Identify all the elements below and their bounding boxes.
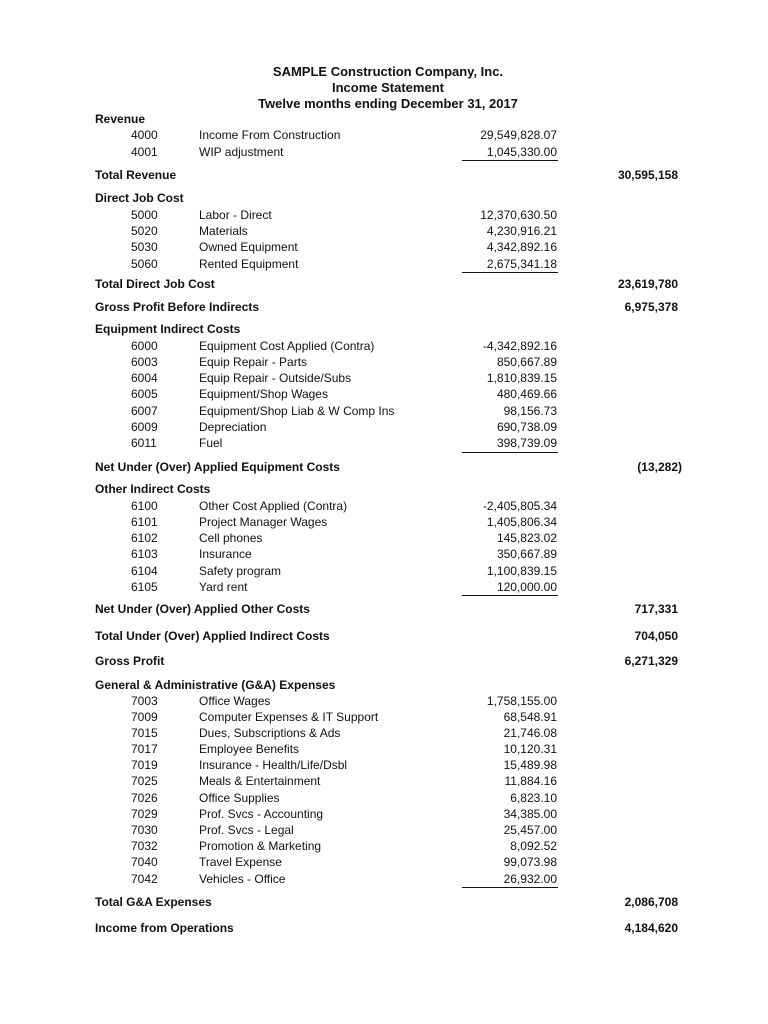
income-from-operations-value: 4,184,620 <box>624 921 678 935</box>
section-title-equipment-indirect: Equipment Indirect Costs <box>95 322 241 336</box>
account-code: 7026 <box>131 791 158 805</box>
account-amount: 8,092.52 <box>510 839 557 853</box>
account-code: 6000 <box>131 339 158 353</box>
gross-profit-before-indirects-value: 6,975,378 <box>624 300 678 314</box>
account-amount: 12,370,630.50 <box>480 208 557 222</box>
account-label: Prof. Svcs - Accounting <box>199 807 324 821</box>
account-amount: 68,548.91 <box>503 710 557 724</box>
account-label: Yard rent <box>199 580 248 594</box>
total-revenue-value: 30,595,158 <box>617 168 678 182</box>
account-label: Income From Construction <box>199 128 341 142</box>
statement-title: Income Statement <box>332 80 444 95</box>
gross-profit-before-indirects-label: Gross Profit Before Indirects <box>95 300 260 314</box>
account-code: 7019 <box>131 758 158 772</box>
account-label: Labor - Direct <box>199 208 272 222</box>
subtotal-rule <box>462 272 558 273</box>
account-amount: 99,073.98 <box>503 855 557 869</box>
net-applied-other-label: Net Under (Over) Applied Other Costs <box>95 602 310 616</box>
account-amount: 350,667.89 <box>496 547 557 561</box>
account-amount: 1,810,839.15 <box>486 371 557 385</box>
account-amount: 26,932.00 <box>503 872 557 886</box>
account-amount: 21,746.08 <box>503 726 557 740</box>
account-label: Owned Equipment <box>199 240 298 254</box>
account-amount: 120,000.00 <box>496 580 557 594</box>
account-label: Other Cost Applied (Contra) <box>199 499 348 513</box>
account-label: Insurance <box>199 547 252 561</box>
net-applied-other-value: 717,331 <box>634 602 678 616</box>
account-code: 5000 <box>131 208 158 222</box>
account-label: Materials <box>199 224 248 238</box>
account-label: WIP adjustment <box>199 145 284 159</box>
account-code: 6104 <box>131 564 158 578</box>
total-revenue-label: Total Revenue <box>95 168 177 182</box>
account-amount: 29,549,828.07 <box>480 128 557 142</box>
account-amount: 690,738.09 <box>496 420 557 434</box>
account-label: Computer Expenses & IT Support <box>199 710 379 724</box>
total-indirect-value: 704,050 <box>634 629 678 643</box>
account-label: Rented Equipment <box>199 257 299 271</box>
account-code: 6100 <box>131 499 158 513</box>
subtotal-rule <box>462 452 558 453</box>
account-label: Office Wages <box>199 694 271 708</box>
account-code: 6003 <box>131 355 158 369</box>
account-amount: 1,100,839.15 <box>486 564 557 578</box>
account-label: Safety program <box>199 564 282 578</box>
account-amount: 4,342,892.16 <box>486 240 557 254</box>
account-amount: 4,230,916.21 <box>486 224 557 238</box>
section-title-direct-job-cost: Direct Job Cost <box>95 191 184 205</box>
account-code: 6105 <box>131 580 158 594</box>
account-code: 6102 <box>131 531 158 545</box>
account-code: 4000 <box>131 128 158 142</box>
account-code: 6103 <box>131 547 158 561</box>
total-direct-job-cost-label: Total Direct Job Cost <box>95 277 215 291</box>
account-label: Equipment Cost Applied (Contra) <box>199 339 375 353</box>
account-code: 6101 <box>131 515 158 529</box>
account-label: Depreciation <box>199 420 267 434</box>
account-amount: 11,884.16 <box>504 774 557 788</box>
account-label: Prof. Svcs - Legal <box>199 823 294 837</box>
account-label: Equipment/Shop Wages <box>199 387 328 401</box>
account-label: Vehicles - Office <box>199 872 286 886</box>
net-applied-equipment-value: (13,282) <box>637 460 682 474</box>
subtotal-rule <box>462 160 558 161</box>
account-code: 6011 <box>131 436 157 450</box>
subtotal-rule <box>462 887 558 888</box>
account-label: Meals & Entertainment <box>199 774 321 788</box>
account-amount: 1,758,155.00 <box>486 694 557 708</box>
account-amount: 1,045,330.00 <box>486 145 557 159</box>
total-direct-job-cost-value: 23,619,780 <box>617 277 678 291</box>
account-amount: 34,385.00 <box>503 807 557 821</box>
account-amount: 480,469.66 <box>496 387 557 401</box>
account-code: 7003 <box>131 694 158 708</box>
account-amount: 15,489.98 <box>503 758 557 772</box>
account-code: 6005 <box>131 387 158 401</box>
account-amount: -2,405,805.34 <box>482 499 557 513</box>
account-label: Project Manager Wages <box>199 515 328 529</box>
account-amount: 850,667.89 <box>496 355 557 369</box>
subtotal-rule <box>462 595 558 596</box>
account-code: 6009 <box>131 420 158 434</box>
account-code: 7029 <box>131 807 158 821</box>
total-ga-value: 2,086,708 <box>624 895 678 909</box>
account-code: 7042 <box>131 872 158 886</box>
account-code: 7025 <box>131 774 158 788</box>
account-label: Insurance - Health/Life/Dsbl <box>199 758 348 772</box>
account-label: Equip Repair - Outside/Subs <box>199 371 352 385</box>
account-amount: 398,739.09 <box>496 436 557 450</box>
net-applied-equipment-label: Net Under (Over) Applied Equipment Costs <box>95 460 340 474</box>
account-code: 6007 <box>131 404 158 418</box>
account-code: 5020 <box>131 224 158 238</box>
account-amount: -4,342,892.16 <box>482 339 557 353</box>
account-amount: 25,457.00 <box>503 823 557 837</box>
section-title-revenue: Revenue <box>95 112 146 126</box>
account-code: 7032 <box>131 839 158 853</box>
total-ga-label: Total G&A Expenses <box>95 895 212 909</box>
account-label: Equip Repair - Parts <box>199 355 308 369</box>
account-code: 7040 <box>131 855 158 869</box>
account-amount: 2,675,341.18 <box>486 257 557 271</box>
account-code: 4001 <box>131 145 158 159</box>
account-label: Travel Expense <box>199 855 282 869</box>
gross-profit-value: 6,271,329 <box>624 654 678 668</box>
section-title-other-indirect: Other Indirect Costs <box>95 482 211 496</box>
account-label: Office Supplies <box>199 791 280 805</box>
account-amount: 6,823.10 <box>510 791 557 805</box>
account-amount: 145,823.02 <box>496 531 557 545</box>
account-label: Promotion & Marketing <box>199 839 322 853</box>
account-amount: 10,120.31 <box>503 742 557 756</box>
account-code: 5030 <box>131 240 158 254</box>
account-code: 7030 <box>131 823 158 837</box>
statement-period: Twelve months ending December 31, 2017 <box>258 96 518 111</box>
account-label: Fuel <box>199 436 223 450</box>
account-label: Employee Benefits <box>199 742 300 756</box>
account-code: 5060 <box>131 257 158 271</box>
account-amount: 1,405,806.34 <box>486 515 557 529</box>
account-amount: 98,156.73 <box>503 404 557 418</box>
account-code: 7015 <box>131 726 158 740</box>
total-indirect-label: Total Under (Over) Applied Indirect Costs <box>95 629 330 643</box>
company-name: SAMPLE Construction Company, Inc. <box>272 64 504 79</box>
section-title-ga-expenses: General & Administrative (G&A) Expenses <box>95 678 336 692</box>
account-label: Dues, Subscriptions & Ads <box>199 726 341 740</box>
account-label: Equipment/Shop Liab & W Comp Ins <box>199 404 395 418</box>
account-code: 6004 <box>131 371 158 385</box>
account-code: 7009 <box>131 710 158 724</box>
gross-profit-label: Gross Profit <box>95 654 165 668</box>
account-label: Cell phones <box>199 531 263 545</box>
income-from-operations-label: Income from Operations <box>95 921 234 935</box>
account-code: 7017 <box>131 742 158 756</box>
